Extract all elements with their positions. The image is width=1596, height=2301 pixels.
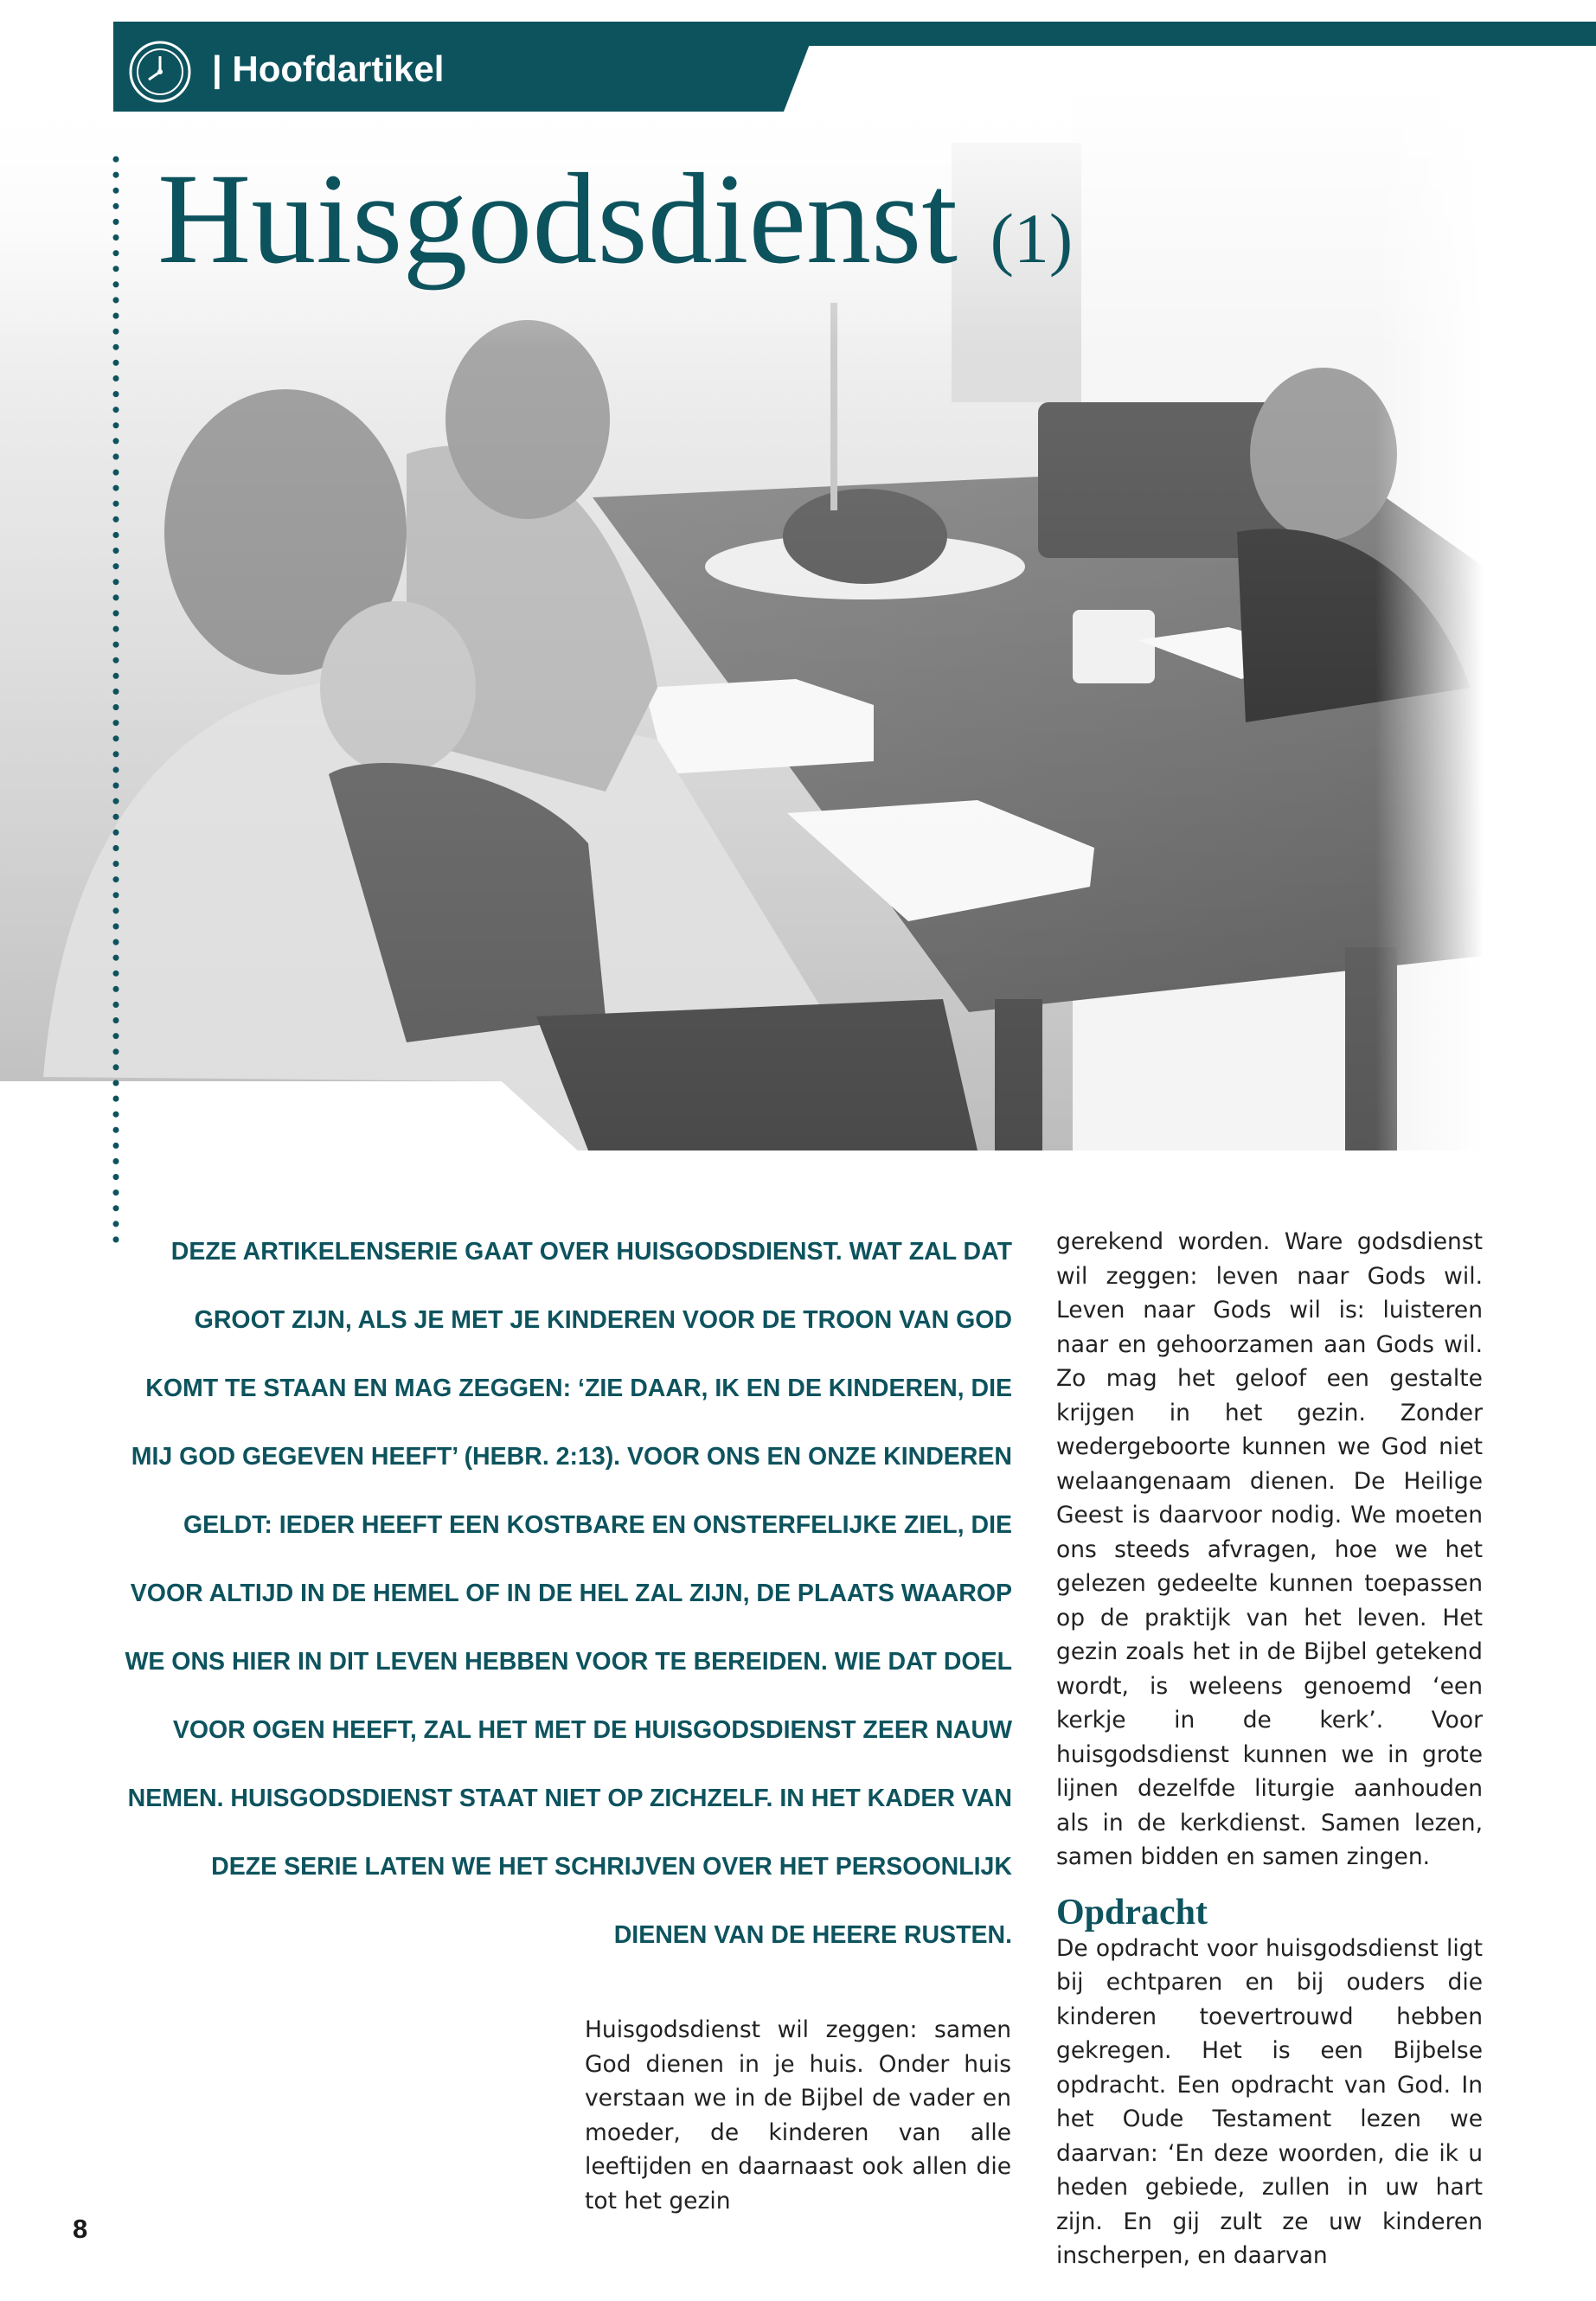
- article-title: [157, 145, 1073, 312]
- intro-lead: DEZE ARTIKELENSERIE GAAT OVER HUISGODSDIENST. WAT ZAL DAT GROOT ZIJN, ALS JE MET JE KINDEREN VOOR DE TROON VAN GOD KOMT TE STAAN EN MAG ZEGGEN: ‘ZIE DAAR, IK EN DE KINDEREN, DIE MIJ GOD GEGEVEN HEEFT’ (HEBR. 2:13). VOOR ONS EN ONZE KINDEREN GELDT: IEDER HEEFT EEN KOSTBARE EN ONSTERFELIJKE ZIEL, DIE VOOR ALTIJD IN DE HEMEL OF IN DE HEL ZAL ZIJN, DE PLAATS WAAROP WE ONS HIER IN DIT LEVEN HEBBEN VOOR TE BEREIDEN. WIE DAT DOEL VOOR OGEN HEEFT, ZAL HET MET DE HUISGODSDIENST ZEER NAUW NEMEN. HUISGODSDIENST STAAT NIET OP ZICHZELF. IN HET KADER VAN DEZE SERIE LATEN WE HET SCHRIJVEN OVER HET PERSOONLIJK DIENEN VAN DE HEERE RUSTEN.: [125, 1238, 1012, 1949]
- page-number: 8: [73, 2214, 88, 2244]
- dotted-rule: [112, 156, 119, 1254]
- body-paragraph: gerekend worden. Ware godsdienst wil zeggen: leven naar Gods wil. Leven naar Gods wil is: luisteren naar en gehoorzamen aan Gods wil. Zo mag het geloof een gestalte krijgen in het gezin. Zonder wedergeboorte kunnen we God niet welaangenaam dienen. De Heilige Geest is daarvoor nodig. We moeten ons steeds afvragen, hoe we het gelezen gedeelte kunnen toepassen op de praktijk van het leven. Het gezin zoals het in de Bijbel getekend wordt, is weleens genoemd ‘een kerkje in de kerk’. Voor huisgodsdienst kunnen we in grote lijnen dezelfde liturgie aanhouden als in de kerkdienst. Samen lezen, samen bidden en samen zingen.: [1056, 1228, 1483, 1870]
- section-label: | Hoofdartikel: [212, 48, 445, 89]
- subheading-opdracht: Opdracht: [1056, 1892, 1208, 1932]
- title-text: Huisgodsdienst: [157, 147, 958, 291]
- body-column-b: [1056, 1225, 1483, 2273]
- title-part-number: (1): [990, 199, 1074, 278]
- clock-icon: [127, 39, 193, 105]
- body-column-a: Huisgodsdienst wil zeggen: samen God dienen in je huis. Onder huis verstaan we in de Bijbel de vader en moeder, de kinderen van alle leeftijden en daarnaast ook allen die tot het gezin: [585, 2016, 1011, 2214]
- body-paragraph-2: De opdracht voor huisgodsdienst ligt bij echtparen en bij ouders die kinderen toevertrouwd hebben gekregen. Het is een Bijbelse opdracht. Een opdracht van God. In het Oude Testament lezen we daarvan: ‘En deze woorden, die ik u heden gebiede, zullen in uw hart zijn. En gij zult ze uw kinderen inscherpen, en daarvan: [1056, 1934, 1483, 2269]
